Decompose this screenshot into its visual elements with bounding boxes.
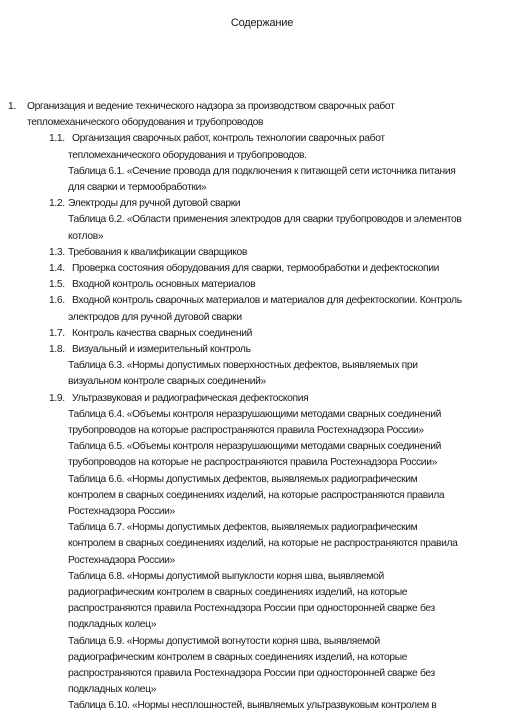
toc-line: радиографическим контролем в сварных соединениях изделий, на которые <box>68 587 408 598</box>
toc-item: Организация и ведение технического надзора за производством сварочных работ <box>27 101 395 112</box>
toc-item-number: 1.1. <box>49 133 65 144</box>
toc-item-number: 1.4. <box>49 263 65 274</box>
toc-item-number: 1.9. <box>49 393 65 404</box>
toc-line: радиографическим контролем в сварных соединениях изделий, на которые <box>68 652 408 663</box>
toc-item-number: 1.8. <box>49 344 65 355</box>
toc-line: для сварки и термообработки» <box>68 182 207 193</box>
toc-item: Визуальный и измерительный контроль <box>72 344 251 355</box>
toc-item: Организация сварочных работ, контроль технологии сварочных работ <box>72 133 385 144</box>
toc-line: контролем в сварных соединениях изделий, на которые распространяются правила <box>68 490 445 501</box>
toc-line: котлов» <box>68 231 104 242</box>
toc-line: визуальном контроле сварных соединений» <box>68 376 266 387</box>
toc-line: подкладных колец» <box>68 619 157 630</box>
toc-line: Таблица 6.7. «Нормы допустимых дефектов, выявляемых радиографическим <box>68 522 418 533</box>
toc-item: Электроды для ручной дуговой сварки <box>68 198 241 209</box>
toc-line: трубопроводов на которые не распространяются правила Ростехнадзора России» <box>68 457 437 468</box>
toc-item-number: 1.3. <box>49 247 65 258</box>
toc-line: Таблица 6.10. «Нормы несплошностей, выявляемых ультразвуковым контролем в <box>68 700 437 711</box>
toc-line: электродов для ручной дуговой сварки <box>68 312 242 323</box>
toc-item-number: 1.6. <box>49 295 65 306</box>
toc-item: Проверка состояния оборудования для сварки, термообработки и дефектоскопии <box>72 263 440 274</box>
toc-item: Контроль качества сварных соединений <box>72 328 253 339</box>
toc-line: тепломеханического оборудования и трубопроводов. <box>68 150 307 161</box>
document-title: Содержание <box>230 17 294 29</box>
toc-item-number: 1.2. <box>49 198 65 209</box>
toc-line: трубопроводов на которые распространяются правила Ростехнадзора России» <box>68 425 424 436</box>
toc-item-number: 1.7. <box>49 328 65 339</box>
toc-line: Таблица 6.1. «Сечение провода для подключения к питающей сети источника питания <box>68 166 456 177</box>
toc-line: Ростехнадзора России» <box>68 506 175 517</box>
toc-item: Входной контроль основных материалов <box>72 279 256 290</box>
toc-line: Таблица 6.3. «Нормы допустимых поверхностных дефектов, выявляемых при <box>68 360 418 371</box>
toc-line: Таблица 6.2. «Области применения электродов для сварки трубопроводов и элементов <box>68 214 462 225</box>
toc-line: распространяются правила Ростехнадзора России при односторонней сварке без <box>68 668 435 679</box>
toc-line: тепломеханического оборудования и трубопроводов <box>27 117 264 128</box>
toc-line: Таблица 6.6. «Нормы допустимых дефектов, выявляемых радиографическим <box>68 474 418 485</box>
toc-line: подкладных колец» <box>68 684 157 695</box>
toc-line: контролем в сварных соединениях изделий, на которые не распространяются правила <box>68 538 458 549</box>
toc-item: Входной контроль сварочных материалов и материалов для дефектоскопии. Контроль <box>72 295 462 306</box>
toc-item-number: 1. <box>8 101 16 112</box>
toc-line: Таблица 6.5. «Объемы контроля неразрушающими методами сварных соединений <box>68 441 442 452</box>
toc-line: Таблица 6.8. «Нормы допустимой выпуклости корня шва, выявляемой <box>68 571 384 582</box>
toc-item: Требования к квалификации сварщиков <box>68 247 248 258</box>
toc-item-number: 1.5. <box>49 279 65 290</box>
toc-line: Таблица 6.9. «Нормы допустимой вогнутости корня шва, выявляемой <box>68 636 380 647</box>
toc-line: распространяются правила Ростехнадзора России при односторонней сварке без <box>68 603 435 614</box>
toc-line: Ростехнадзора России» <box>68 555 175 566</box>
toc-item: Ультразвуковая и радиографическая дефектоскопия <box>72 393 309 404</box>
toc-line: Таблица 6.4. «Объемы контроля неразрушающими методами сварных соединений <box>68 409 442 420</box>
